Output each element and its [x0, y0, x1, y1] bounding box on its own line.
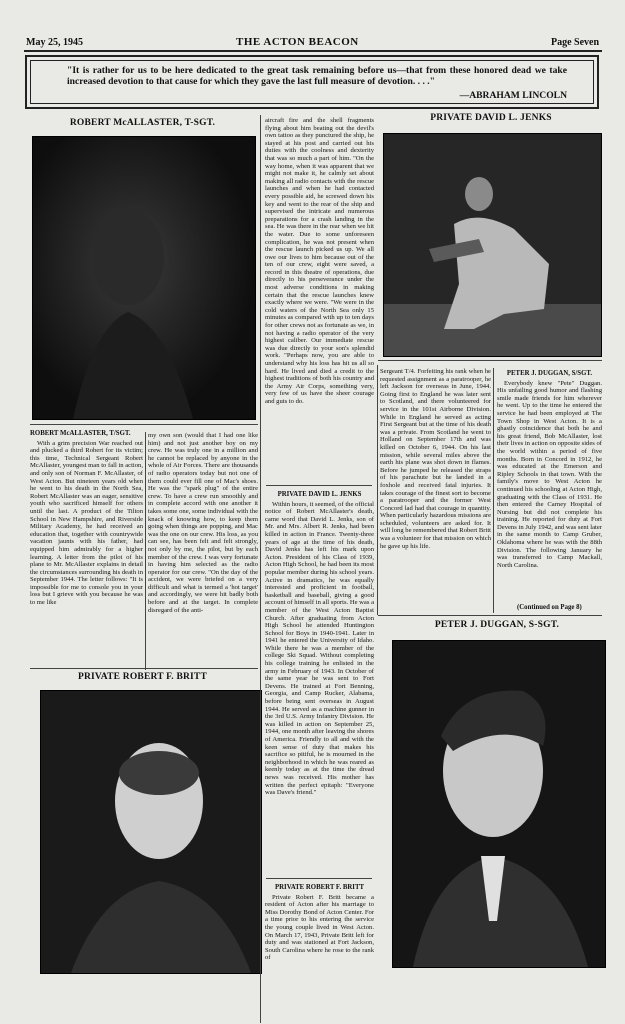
rule-britt-section	[266, 878, 372, 879]
article-duggan-continued: (Continued on Page 8)	[517, 604, 582, 611]
article-britt-col4	[380, 368, 491, 613]
masthead-page: Page Seven	[551, 37, 600, 48]
article-britt-text-2: Sergeant T/4. Forfeiting his rank when he requested assignment as a paratrooper, he left Jackson for overseas in June, 1944. Going first to England he was later sent to Scotland, and there volunteered for service in the 101st Airborne Division. While in England he served as acting First Sergeant but at the time of his death was a private. From Scotland he went to Holland on September 17th and was killed on October 6, 1944. On his last mission, while several miles above the earth his plane was shot down in flames. Before he jumped he released the straps of his parachute but he landed in a foxhole and received fatal injuries. It takes courage of the finest sort to become a paratrooper and the former West Concord lad had that courage in quantity. When particularly hazardous missions are scheduled, volunteers are asked for. It will long be remembered that Robert Britt was a volunteer for that mission on which he gave up his life.	[380, 368, 491, 550]
article-mcallaster-heading: ROBERT McALLASTER, T/SGT.	[30, 430, 131, 437]
photo-britt	[40, 690, 262, 974]
article-mcallaster-text-2: my own son (would that I had one like him) and not just another boy on my crew. He was truly one in a million and he cannot be replaced by anyone in the whole of Air Forces. There are thousands of radio operators today but not one of them could ever fill one of Mac's shoes. He was the "spark plug" of the entire crew. To have a crew run smoothly and in complete accord with one another it takes some one, some individual with the knack of knowing how, to keep them going when things are popping, and Mac was the one on our crew. His loss, as you can see, has been felt and felt strongly, not only by me, the pilot, but by each member of the crew. I was very fortunate in having him selected as the radio operator for our crew. "On the day of the accident, we were briefed on a very difficult and what is termed a 'hot target' and accordingly, we were hit badly both before and at the target. In complete disregard of the anti-	[148, 432, 258, 614]
rule-above-duggan-photo	[378, 615, 602, 616]
article-britt-heading: PRIVATE ROBERT F. BRITT	[274, 884, 365, 891]
column-rule-1	[145, 432, 146, 670]
article-britt-text: Private Robert F. Britt became a resident of Acton after his marriage to Miss Dorothy Bond of Acton Center. For a time prior to his entering the service the young couple lived in West Acton. On March 17, 1943, Private Britt left for duty and was stationed at Fort Jackson, South Carolina where he rose to the rank of	[265, 893, 374, 962]
caption-britt: PRIVATE ROBERT F. BRITT	[77, 672, 208, 682]
masthead-rule	[24, 50, 602, 52]
rule-under-mcallaster-photo	[30, 424, 258, 425]
quote-text: "It is rather for us to be here dedicated to the great task remaining before us—that from these honored dead we take increased devotion to that cause for which they gave the last full measure of devotion. . . ."	[67, 65, 567, 87]
article-jenks-text: Within hours, it seemed, of the official notice of Robert McAllaster's death, came word that David L. Jenks, son of Mr. and Mrs. Albert R. Jenks, had been killed in action in France. Twenty-three years of age at the time of his death, David Jenks has left his mark upon Acton. President of his Class of 1939, Acton High School, he had been its most popular member during his school years. Active in dramatics, he was equally interested and proficient in football, basketball and baseball, giving a good account of himself in all sports. He was a member of the West Acton Baptist Church. After graduating from Acton High School he attended Huntington School for Boys in 1940-1941. Later in 1941 he entered the University of Idaho. While there he was a member of the college Ski Squad. Without completing his college training he enlisted in the army in February of 1943. In October of the same year he was sent to Fort Devens. He trained at Fort Benning, Georgia, and Camp Rucker, Alabama, before being sent overseas in August 1944. He served as a machine gunner in the 3rd U.S. Army Infantry Division. He was killed in action on September 25, 1944, one month after leaving the shores of America. Friendly to all and with the keen sense of duty that makes his sacrifice so pitiful, he is mourned in the neighborhood in which he was reared as keenly today as at the time the dread news was received. His mother has written the perfect epitaph: "Everyone was Dave's friend."	[265, 500, 374, 797]
masthead-title: THE ACTON BEACON	[236, 36, 359, 48]
portrait-mcallaster-image	[33, 137, 255, 419]
rule-jenks-section	[266, 485, 372, 486]
article-mcallaster-col1	[30, 430, 143, 666]
photo-jenks	[383, 133, 602, 357]
portrait-jenks-image	[384, 134, 601, 356]
article-mcallaster-text-3: aircraft fire and the shell fragments flying about him beating out the devil's own tattoo as they punctured the ship, he stayed at his post and carried out his duties with the coolness and dexterity that was so much a part of him. "On the way home, when it was apparent that we might not make it, he calmly set about making all radio contacts with the rescue launches and when he had contacted every possible aid, he screwed down his key and went to the rear of the ship and supervised the intricate and numerous preparations for a crash landing in the sea. He was there in the rear when we hit the water. Due to some unforeseen complication, he was not present when the rescue launch picked us up. We all owe our lives to him because out of the ten of our crew, eight were saved, a record in this theatre of operations, due directly to his perseverance under the most adverse conditions in making certain that the rescue launches knew exactly where we were. "We were in the cold waters of the North Sea only 15 minutes as compared with up to ten days for other crews not as fortunate as we, in not having a radio operator of the very highest caliber. Our immediate rescue was due directly to your son's splendid work. "Perhaps now, you are able to understand why his loss has hit us all so hard. He lived and died a credit to the highest traditions of both his country and the Army Air Corps, something very, very few of us have the sheer courage and guts to do.	[265, 117, 374, 405]
masthead-date: May 25, 1945	[26, 37, 83, 48]
article-duggan	[497, 368, 602, 606]
article-duggan-text: Everybody knew "Pete" Duggan. His unfailing good humor and flashing smile made friends for him wherever he went. Up to the time he entered the service he had been employed at The Town Shop in West Acton. It is a ghastly coincidence that both he and his great friend, Bob McAllaster, lost their lives in action on opposite sides of the world within a period of five months. Born in Concord in 1912, he was educated at the Emerson and Ripley Schools in that town. With the family's move to West Acton he continued his schooling at Acton High, graduating with the Class of 1931. He then entered the Carney Hospital of Nursing but did not complete his training. He reported for duty at Fort Devens in July 1942, and was sent later in the same month to Camp Gruber, Oklahoma where he was with the 88th Division. The following January he was transferred to Camp Mackall, North Carolina.	[497, 379, 602, 569]
photo-duggan	[392, 640, 606, 968]
column-rule-4	[493, 368, 494, 613]
article-mcallaster-col2	[148, 432, 258, 668]
article-britt	[265, 882, 374, 1022]
column-rule-3	[377, 365, 378, 615]
quote-box	[25, 55, 599, 109]
article-mcallaster-col3	[265, 117, 374, 482]
rule-under-jenks-photo	[378, 360, 602, 361]
article-duggan-heading: PETER J. DUGGAN, S/SGT.	[506, 370, 593, 377]
caption-duggan: PETER J. DUGGAN, S-SGT.	[434, 620, 560, 630]
rule-above-britt	[30, 668, 258, 669]
quote-attribution: —ABRAHAM LINCOLN	[459, 90, 567, 101]
column-rule-2	[260, 115, 261, 1023]
photo-mcallaster	[32, 136, 256, 420]
caption-jenks: PRIVATE DAVID L. JENKS	[430, 113, 552, 123]
article-mcallaster-text-1: With a grim precision War reached out and plucked a third Robert for its victim; this time, Technical Sergeant Robert McAllaster, youngest man to fall in action, and only son of Norman F. McAllaster, of West Acton. But nineteen years old when he went to his death in the North Sea, Robert McAllaster was an eager, sensitive youth who sacrificed himself for others until the last. A product of the Tilton School in New Hampshire, and Riverside Military Academy, he had received an education that, together with countrywide vacation jaunts with his father, had equipped him admirably for a higher learning. A letter from the pilot of his plane to Mr. McAllaster explains in detail the circumstances surrounding his death in September 1944. The letter follows: "It is impossible for me to console you in your loss but I grieve with you because he was to me like	[30, 439, 143, 607]
portrait-duggan-image	[393, 641, 605, 967]
article-jenks	[265, 489, 374, 875]
portrait-britt-image	[41, 691, 261, 973]
caption-mcallaster: ROBERT McALLASTER, T-SGT.	[69, 118, 216, 128]
article-jenks-heading: PRIVATE DAVID L. JENKS	[277, 491, 362, 498]
